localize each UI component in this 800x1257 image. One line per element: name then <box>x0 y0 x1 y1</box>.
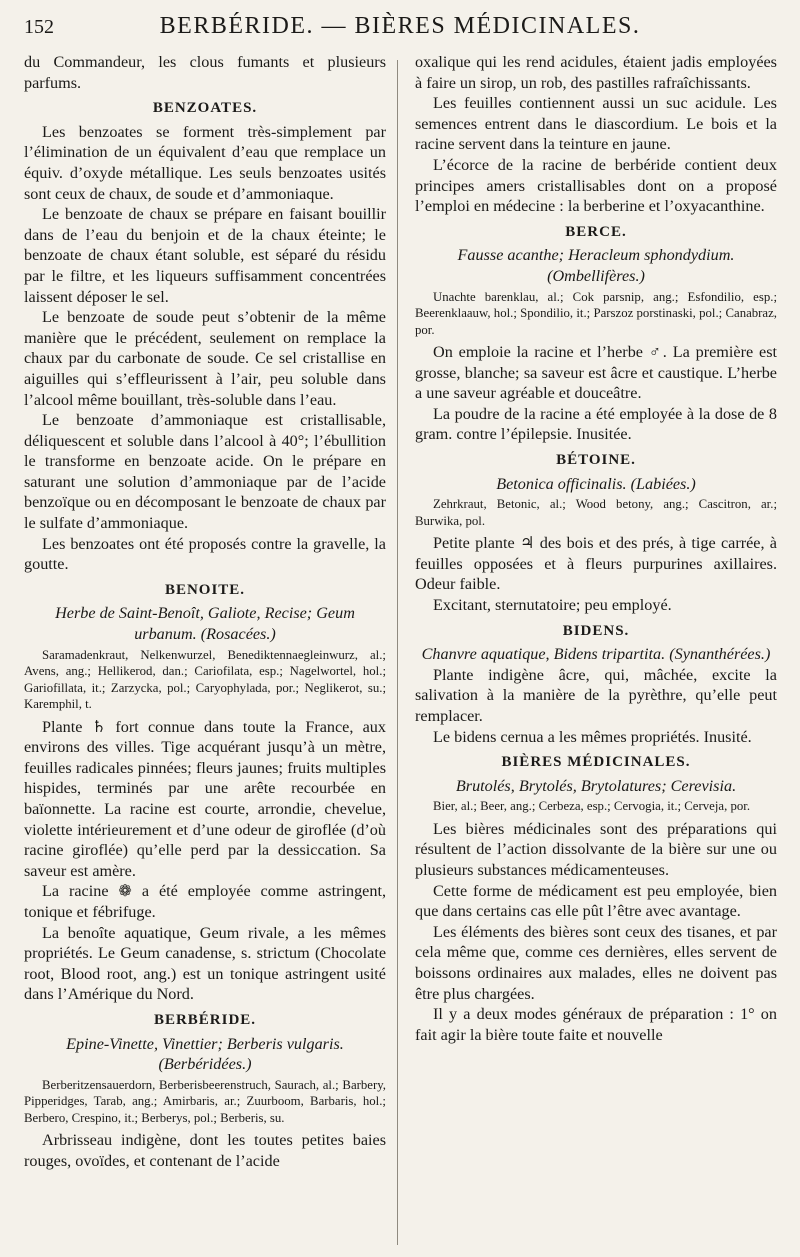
paragraph: Le benzoate de soude peut s’obtenir de la même manière que le précédent, seulement on remplace la chaux par du carbonate de soude. Ce sel cristallise en aiguilles qui s’effleurissent à l’air, peu soluble dans l’alcool même bouillant, très-soluble dans l’eau. <box>24 308 386 409</box>
paragraph: La racine ❁ a été employée comme astringent, tonique et fébrifuge. <box>24 882 386 921</box>
paragraph: Les bières médicinales sont des préparations qui résultent de l’action dissolvante de la bière sur une ou plusieurs substances médicamenteuses. <box>415 819 777 879</box>
paragraph: La benoîte aquatique, Geum rivale, a les mêmes propriétés. Le Geum canadense, s. strictum (Chocolate root, Blood root, ang.) est un tonique astringent usité dans l’Amérique du Nord. <box>24 923 386 1004</box>
section-heading: BERCE. <box>565 223 627 240</box>
section-heading: BENOITE. <box>164 581 246 598</box>
page-number: 152 <box>24 16 54 38</box>
synonyms: Unachte barenklau, al.; Cok parsnip, ang.; Esfondilio, esp.; Beerenklaauw, hol.; Spondilio, it.; Parszoz porstinaski, pol.; Canabraz, por. <box>415 289 777 337</box>
section-heading: BÉTOINE. <box>556 452 636 468</box>
paragraph: Arbrisseau indigène, dont les toutes petites baies rouges, ovoïdes, et contenant de l’acide <box>24 1131 386 1170</box>
synonyms: Bier, al.; Beer, ang.; Cerbeza, esp.; Cervogia, it.; Cerveja, por. <box>433 799 751 814</box>
botanical-name: Chanvre aquatique, Bidens tripartita. (Synanthérées.) <box>421 645 771 664</box>
running-title: BERBÉRIDE. — BIÈRES MÉDICINALES. <box>159 12 641 39</box>
column-divider <box>397 60 398 1245</box>
left-column <box>24 52 386 1171</box>
paragraph: Excitant, sternutatoire; peu employé. <box>433 595 672 614</box>
paragraph: Plante ♄ fort connue dans toute la France, aux environs des villes. Tige acquérant jusqu’à un mètre, feuilles radicales pinnées; fleurs jaunes; fruits multiples hispides, terminés par une arête recourbée en baïonnette. La racine est courte, arrondie, chevelue, violette intérieurement et d’une odeur de giroflée (d’où racine giroflée) qu’elle perd par la dessiccation. Sa saveur est amère. <box>24 717 386 880</box>
paragraph: Les éléments des bières sont ceux des tisanes, et par cela même que, comme ces dernières, elles servent de boissons ordinaires aux malades, elles ne doivent pas être plus chargées. <box>415 922 777 1003</box>
section-heading: BERBÉRIDE. <box>153 1011 257 1028</box>
synonyms: Saramadenkraut, Nelkenwurzel, Benediktennaegleinwurz, al.; Avens, ang.; Hellikerod, dan.; Cariofilata, esp.; Nagelwortel, hol.; Gariofillata, it.; Zarzycka, pol.; Caryophylada, por.; Neglikerot, su.; Karemphil, t. <box>24 647 386 712</box>
botanical-name: Epine-Vinette, Vinettier; Berberis vulgaris. (Berbéridées.) <box>66 1034 344 1074</box>
botanical-name: Brutolés, Brytolés, Brytolatures; Cerevisia. <box>455 776 737 795</box>
botanical-name: Herbe de Saint-Benoît, Galiote, Recise; Geum urbanum. (Rosacées.) <box>55 604 355 644</box>
paragraph: Les benzoates ont été proposés contre la gravelle, la goutte. <box>24 534 386 574</box>
paragraph: On emploie la racine et l’herbe ♂. La première est grosse, blanche; sa saveur est âcre et caustique. L’herbe a une saveur agréable et douceâtre. <box>415 343 777 403</box>
paragraph: La poudre de la racine a été employée à la dose de 8 gram. contre l’épilepsie. Inusitée. <box>415 404 777 444</box>
paragraph: Plante indigène âcre, qui, mâchée, excite la salivation à la manière de la pyrèthre, qu’elle peut remplacer. <box>415 665 777 725</box>
paragraph: Petite plante ♃ des bois et des prés, à tige carrée, à feuilles opposées et à fleurs purpurines axillaires. Odeur faible. <box>415 534 777 594</box>
synonyms: Berberitzensauerdorn, Berberisbeerenstruch, Saurach, al.; Barbery, Pipperidges, Tarab, ang.; Amirbaris, ar.; Zuurboom, Barbaris, hol.; Berbero, Crespino, it.; Berberys, pol.; Berberis, su. <box>24 1077 386 1125</box>
section-heading: BIÈRES MÉDICINALES. <box>501 754 691 771</box>
botanical-name: Fausse acanthe; Heracleum sphondydium. (Ombellifères.) <box>457 246 735 285</box>
paragraph-continued: du Commandeur, les clous fumants et plusieurs parfums. <box>24 53 386 92</box>
paragraph-continued: oxalique qui les rend acidules, étaient jadis employées à faire un sirop, un rob, des pastilles rafraîchissants. <box>415 53 777 92</box>
paragraph: Les benzoates se forment très-simplement par l’élimination de un équivalent d’eau que remplace un équiv. d’oxyde métallique. Les seuls benzoates usités sont ceux de chaux, de soude et d’ammoniaque. <box>24 122 386 203</box>
paragraph: Le benzoate d’ammoniaque est cristallisable, déliquescent et soluble dans l’alcool à 40°; l’ébullition le transforme en benzoate acide. On le prépare en saturant une solution d’ammoniaque par de l’acide benzoïque ou en décomposant le benzoate de chaux par le sulfate d’ammoniaque. <box>24 411 386 533</box>
paragraph: Le bidens cernua a les mêmes propriétés. Inusité. <box>433 727 752 746</box>
botanical-name: Betonica officinalis. (Labiées.) <box>496 474 696 493</box>
section-heading: BIDENS. <box>562 622 630 639</box>
running-head <box>24 6 776 46</box>
paragraph: Il y a deux modes généraux de préparation : 1° on fait agir la bière toute faite et nouvelle <box>415 1005 777 1044</box>
paragraph: L’écorce de la racine de berbéride contient deux principes amers cristallisables dont on a proposé l’emploi en médecine : la berberine et l’oxyacanthine. <box>415 155 777 216</box>
paragraph: Les feuilles contiennent aussi un suc acidule. Les semences entrent dans le diascordium. Le bois et la racine servent dans la teinture en jaune. <box>415 94 777 154</box>
paragraph: Cette forme de médicament est peu employée, bien que dans certains cas elle pût l’être avec avantage. <box>415 881 777 921</box>
synonyms: Zehrkraut, Betonic, al.; Wood betony, ang.; Cascitron, ar.; Burwika, pol. <box>415 497 777 528</box>
paragraph: Le benzoate de chaux se prépare en faisant bouillir dans de l’eau du benjoin et de la chaux éteinte; le benzoate de chaux étant soluble, est séparé du résidu par le filtre, et les liqueurs suffisamment concentrées laissent déposer le sel. <box>24 205 386 306</box>
section-heading: BENZOATES. <box>152 100 258 117</box>
right-column <box>415 52 777 1045</box>
